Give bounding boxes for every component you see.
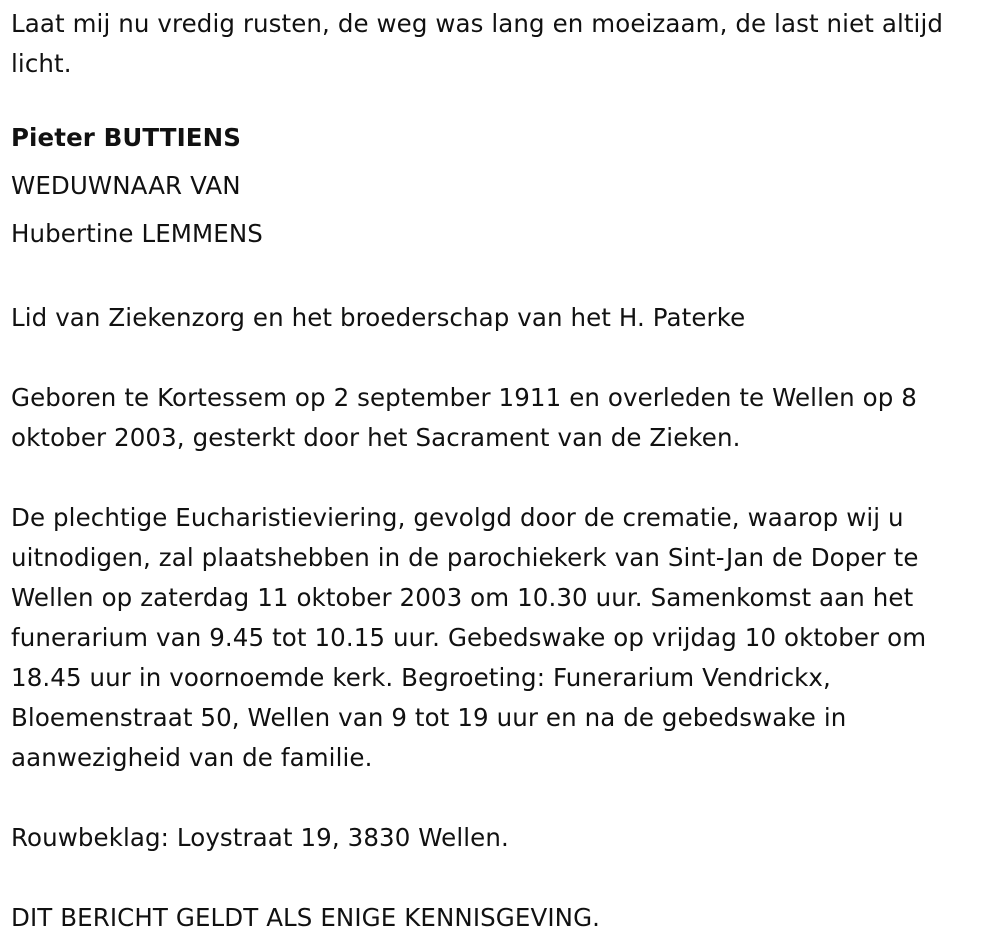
condolence-text: Rouwbeklag: Loystraat 19, 3830 Wellen. xyxy=(11,823,509,852)
spouse-name: Hubertine LEMMENS xyxy=(11,219,263,248)
notice-text: DIT BERICHT GELDT ALS ENIGE KENNISGEVING. xyxy=(11,903,601,932)
name-block xyxy=(11,114,991,258)
obituary-document xyxy=(11,4,991,938)
epigraph-text: Laat mij nu vredig rusten, de weg was lang en moeizaam, de last niet altijd licht. xyxy=(11,9,944,78)
birth-death-text: Geboren te Kortessem op 2 september 1911 en overleden te Wellen op 8 oktober 2003, gesterkt door het Sacrament van de Zieken. xyxy=(11,383,917,452)
spacer xyxy=(11,458,991,498)
deceased-name: Pieter BUTTIENS xyxy=(11,123,241,152)
spacer xyxy=(11,338,991,378)
spacer xyxy=(11,258,991,298)
spacer xyxy=(11,778,991,818)
spacer xyxy=(11,84,991,114)
membership-text: Lid van Ziekenzorg en het broederschap van het H. Paterke xyxy=(11,303,746,332)
service-text: De plechtige Eucharistieviering, gevolgd door de crematie, waarop wij u uitnodigen, zal plaatshebben in de parochiekerk van Sint-Jan de Doper te Wellen op zaterdag 11 oktober 2003 om 10.30 uur. Samenkomst aan het funerarium van 9.45 tot 10.15 uur. Gebedswake op vrijdag 10 oktober om 18.45 uur in voornoemde kerk. Begroeting: Funerarium Vendrickx, Bloemenstraat 50, Wellen van 9 tot 19 uur en na de gebedswake in aanwezigheid van de familie. xyxy=(11,503,927,772)
spacer xyxy=(11,858,991,898)
relation-text: WEDUWNAAR VAN xyxy=(11,171,241,200)
